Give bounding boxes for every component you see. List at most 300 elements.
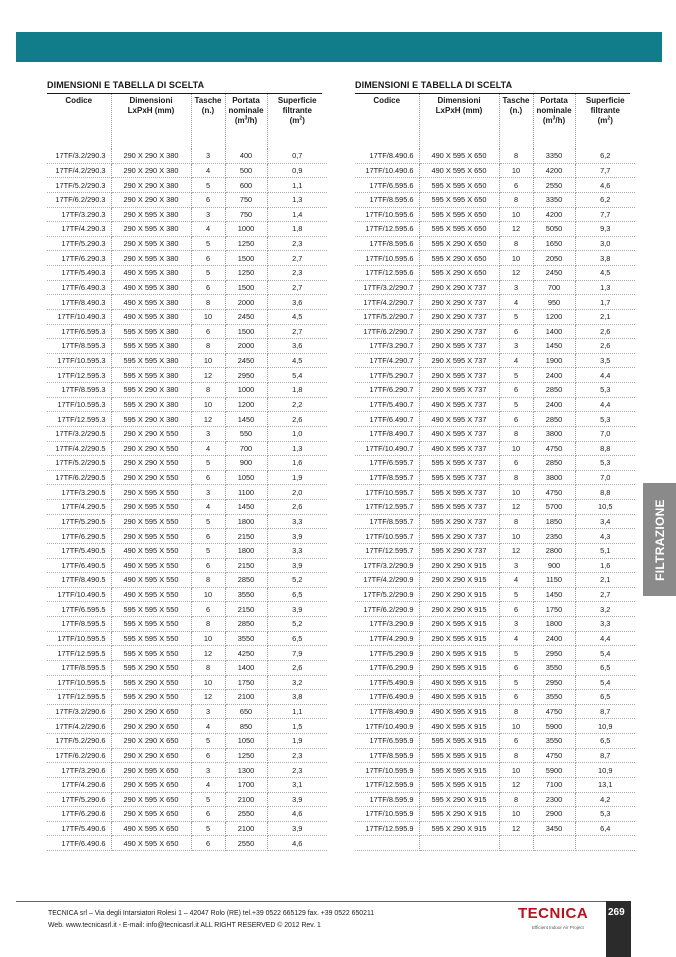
cell-pockets: 5	[191, 178, 225, 193]
cell-nominal-flow: 3450	[533, 821, 575, 836]
cell-pockets: 6	[499, 324, 533, 339]
cell-nominal-flow: 2400	[533, 631, 575, 646]
table-row	[355, 470, 635, 485]
cell-code: 17TF/10.490.5	[47, 587, 111, 602]
cell-nominal-flow: 2000	[225, 295, 267, 310]
cell-nominal-flow: 1200	[533, 309, 575, 324]
cell-nominal-flow: 5900	[533, 719, 575, 734]
cell-filter-surface: 3,3	[267, 514, 327, 529]
cell-pockets: 4	[191, 441, 225, 456]
cell-filter-surface: 3,9	[267, 821, 327, 836]
table-row	[47, 558, 327, 573]
cell-code: 17TF/12.595.3	[47, 368, 111, 383]
cell-nominal-flow: 2100	[225, 821, 267, 836]
cell-dimensions: 595 X 595 X 380	[111, 339, 191, 354]
table-row	[47, 295, 327, 310]
cell-code: 17TF/5.290.9	[355, 646, 419, 661]
cell-dimensions: 595 X 595 X 550	[111, 646, 191, 661]
cell-nominal-flow: 600	[225, 178, 267, 193]
cell-pockets: 3	[191, 763, 225, 778]
cell-nominal-flow: 650	[225, 704, 267, 719]
cell-filter-surface: 2,6	[267, 660, 327, 675]
cell-nominal-flow: 2800	[533, 543, 575, 558]
cell-code: 17TF/12.595.7	[355, 500, 419, 515]
cell-code: 17TF/12.595.9	[355, 821, 419, 836]
table-row	[355, 324, 635, 339]
table-row	[355, 836, 635, 851]
header-pockets: Tasche (n.)	[499, 94, 533, 149]
cell-filter-surface: 1,3	[575, 280, 635, 295]
cell-nominal-flow: 2850	[533, 412, 575, 427]
cell-dimensions: 490 X 595 X 650	[111, 821, 191, 836]
cell-nominal-flow: 2350	[533, 529, 575, 544]
cell-nominal-flow: 2850	[225, 573, 267, 588]
cell-dimensions: 490 X 595 X 915	[419, 704, 499, 719]
cell-dimensions: 490 X 595 X 650	[419, 149, 499, 163]
cell-nominal-flow: 850	[225, 719, 267, 734]
cell-code: 17TF/10.595.3	[47, 353, 111, 368]
cell-pockets: 6	[191, 470, 225, 485]
cell-filter-surface: 3,2	[575, 602, 635, 617]
cell-pockets	[499, 836, 533, 851]
cell-pockets: 6	[191, 836, 225, 851]
cell-pockets: 12	[499, 500, 533, 515]
selection-table-section-left	[47, 80, 327, 851]
cell-pockets: 12	[191, 412, 225, 427]
cell-pockets: 6	[191, 324, 225, 339]
cell-nominal-flow: 2450	[533, 266, 575, 281]
table-row	[47, 397, 327, 412]
cell-filter-surface: 2,1	[575, 573, 635, 588]
footer-contacts: Web. www.tecnicasrl.it - E-mail: info@tecnicasrl.it ALL RIGHT RESERVED © 2012 Rev. 1	[48, 922, 321, 929]
table-row	[355, 704, 635, 719]
header-nominal-flow: Portata nominale $(m^3/h)$	[225, 94, 267, 149]
cell-dimensions: 595 X 290 X 650	[419, 236, 499, 251]
cell-pockets: 8	[499, 192, 533, 207]
cell-filter-surface: 2,7	[267, 324, 327, 339]
cell-code: 17TF/5.490.6	[47, 821, 111, 836]
cell-dimensions: 490 X 595 X 650	[111, 836, 191, 851]
table-row	[355, 426, 635, 441]
table-row	[47, 660, 327, 675]
cell-dimensions: 490 X 595 X 650	[419, 163, 499, 178]
cell-nominal-flow: 1500	[225, 251, 267, 266]
cell-filter-surface: 1,9	[267, 470, 327, 485]
cell-code: 17TF/6.595.6	[355, 178, 419, 193]
cell-nominal-flow: 1900	[533, 353, 575, 368]
header-filter-surface: Superficie filtrante $(m^2)$	[277, 96, 317, 125]
cell-pockets: 10	[191, 309, 225, 324]
table-row	[355, 631, 635, 646]
cell-pockets: 4	[191, 222, 225, 237]
cell-dimensions: 290 X 595 X 915	[419, 660, 499, 675]
cell-filter-surface: 4,3	[575, 529, 635, 544]
cell-code: 17TF/5.2/290.9	[355, 587, 419, 602]
cell-filter-surface: 2,7	[267, 251, 327, 266]
cell-dimensions: 595 X 290 X 550	[111, 690, 191, 705]
cell-filter-surface: 1,1	[267, 704, 327, 719]
cell-filter-surface: 5,2	[267, 573, 327, 588]
cell-filter-surface: 1,8	[267, 383, 327, 398]
table-row	[47, 792, 327, 807]
table-row	[47, 149, 327, 163]
cell-filter-surface: 3,9	[267, 792, 327, 807]
cell-filter-surface: 4,4	[575, 368, 635, 383]
cell-nominal-flow: 5900	[533, 763, 575, 778]
cell-pockets: 4	[191, 777, 225, 792]
cell-dimensions: 595 X 290 X 915	[419, 807, 499, 822]
cell-nominal-flow: 1800	[225, 543, 267, 558]
cell-filter-surface: 6,5	[575, 660, 635, 675]
table-row	[355, 748, 635, 763]
cell-dimensions: 290 X 290 X 380	[111, 149, 191, 163]
cell-nominal-flow: 4750	[533, 441, 575, 456]
cell-pockets: 10	[499, 251, 533, 266]
cell-filter-surface: 1,7	[575, 295, 635, 310]
table-row	[355, 792, 635, 807]
cell-dimensions: 290 X 290 X 737	[419, 280, 499, 295]
cell-pockets: 5	[499, 309, 533, 324]
cell-filter-surface: 6,5	[575, 690, 635, 705]
cell-code: 17TF/10.595.7	[355, 485, 419, 500]
cell-pockets: 6	[499, 660, 533, 675]
cell-code: 17TF/12.595.6	[355, 222, 419, 237]
cell-pockets: 10	[499, 763, 533, 778]
cell-code: 17TF/6.290.9	[355, 660, 419, 675]
cell-filter-surface: 7,9	[267, 646, 327, 661]
cell-pockets: 6	[499, 178, 533, 193]
cell-pockets: 8	[499, 748, 533, 763]
cell-nominal-flow: 7100	[533, 777, 575, 792]
cell-dimensions: 595 X 595 X 650	[419, 192, 499, 207]
cell-code: 17TF/6.595.3	[47, 324, 111, 339]
cell-dimensions: 595 X 595 X 737	[419, 500, 499, 515]
cell-code: 17TF/10.595.6	[355, 207, 419, 222]
cell-dimensions: 290 X 290 X 550	[111, 470, 191, 485]
cell-code: 17TF/8.595.7	[355, 514, 419, 529]
cell-code: 17TF/6.2/290.9	[355, 602, 419, 617]
cell-dimensions: 595 X 595 X 550	[111, 617, 191, 632]
cell-pockets: 8	[191, 383, 225, 398]
cell-code: 17TF/3.2/290.5	[47, 426, 111, 441]
cell-pockets: 12	[499, 266, 533, 281]
selection-table	[47, 94, 327, 851]
cell-code: 17TF/3.2/290.9	[355, 558, 419, 573]
cell-filter-surface: 3,5	[575, 353, 635, 368]
cell-dimensions: 290 X 290 X 380	[111, 163, 191, 178]
cell-filter-surface: 2,3	[267, 266, 327, 281]
cell-code: 17TF/6.490.7	[355, 412, 419, 427]
cell-filter-surface: 1,6	[575, 558, 635, 573]
cell-code: 17TF/4.2/290.5	[47, 441, 111, 456]
cell-filter-surface: 9,3	[575, 222, 635, 237]
cell-dimensions: 595 X 595 X 915	[419, 777, 499, 792]
table-row	[355, 763, 635, 778]
cell-pockets: 12	[191, 690, 225, 705]
cell-code: 17TF/4.2/290.7	[355, 295, 419, 310]
cell-nominal-flow: 3550	[533, 690, 575, 705]
cell-nominal-flow: 1800	[533, 617, 575, 632]
table-row	[355, 500, 635, 515]
cell-pockets: 4	[499, 353, 533, 368]
cell-nominal-flow: 2850	[533, 456, 575, 471]
cell-filter-surface: 4,6	[575, 178, 635, 193]
table-row	[355, 383, 635, 398]
cell-dimensions: 290 X 290 X 915	[419, 587, 499, 602]
cell-code: 17TF/3.290.5	[47, 485, 111, 500]
cell-filter-surface: 2,7	[575, 587, 635, 602]
footer-divider	[16, 901, 606, 902]
cell-dimensions: 595 X 595 X 737	[419, 485, 499, 500]
cell-dimensions: 290 X 290 X 650	[111, 748, 191, 763]
table-row	[355, 573, 635, 588]
cell-dimensions: 290 X 595 X 380	[111, 251, 191, 266]
selection-table	[355, 94, 635, 851]
cell-dimensions: 290 X 290 X 650	[111, 704, 191, 719]
table-row	[47, 514, 327, 529]
cell-dimensions: 290 X 595 X 737	[419, 353, 499, 368]
cell-filter-surface: 1,3	[267, 192, 327, 207]
header-pockets: Tasche (n.)	[191, 94, 225, 149]
cell-pockets: 10	[191, 353, 225, 368]
table-row	[47, 734, 327, 749]
table-row	[47, 587, 327, 602]
cell-dimensions: 490 X 595 X 380	[111, 309, 191, 324]
cell-nominal-flow: 4200	[533, 163, 575, 178]
cell-filter-surface: 3,8	[575, 251, 635, 266]
cell-pockets: 4	[191, 163, 225, 178]
cell-dimensions: 595 X 290 X 380	[111, 397, 191, 412]
cell-dimensions: 290 X 290 X 550	[111, 426, 191, 441]
header-code: Codice	[47, 94, 111, 149]
cell-code: 17TF/10.595.5	[47, 631, 111, 646]
table-row	[355, 353, 635, 368]
cell-pockets: 6	[191, 280, 225, 295]
cell-code: 17TF/6.290.7	[355, 383, 419, 398]
cell-nominal-flow: 1300	[225, 763, 267, 778]
cell-code: 17TF/4.290.3	[47, 222, 111, 237]
selection-table-section-right	[355, 80, 635, 851]
cell-filter-surface: 3,4	[575, 514, 635, 529]
cell-pockets: 5	[191, 821, 225, 836]
cell-pockets: 3	[191, 704, 225, 719]
cell-dimensions: 595 X 595 X 380	[111, 324, 191, 339]
cell-nominal-flow: 2100	[225, 792, 267, 807]
table-row	[47, 222, 327, 237]
cell-pockets: 5	[191, 266, 225, 281]
cell-code: 17TF/10.490.3	[47, 309, 111, 324]
cell-pockets: 5	[499, 587, 533, 602]
cell-code: 17TF/6.2/290.5	[47, 470, 111, 485]
cell-dimensions: 290 X 595 X 737	[419, 339, 499, 354]
table-row	[47, 383, 327, 398]
cell-filter-surface: 7,7	[575, 163, 635, 178]
table-row	[47, 353, 327, 368]
cell-code: 17TF/3.290.3	[47, 207, 111, 222]
cell-code: 17TF/4.290.9	[355, 631, 419, 646]
table-row	[355, 236, 635, 251]
cell-dimensions: 490 X 595 X 737	[419, 397, 499, 412]
cell-code: 17TF/6.2/290.7	[355, 324, 419, 339]
table-row	[355, 587, 635, 602]
cell-pockets: 6	[191, 558, 225, 573]
cell-dimensions: 290 X 595 X 650	[111, 792, 191, 807]
cell-pockets: 12	[499, 821, 533, 836]
cell-filter-surface: 10,5	[575, 500, 635, 515]
table-row	[47, 266, 327, 281]
table-row	[355, 339, 635, 354]
table-row	[47, 690, 327, 705]
cell-nominal-flow: 1850	[533, 514, 575, 529]
cell-nominal-flow: 1450	[533, 587, 575, 602]
cell-pockets: 10	[499, 163, 533, 178]
cell-nominal-flow: 500	[225, 163, 267, 178]
cell-nominal-flow: 1400	[533, 324, 575, 339]
cell-code: 17TF/10.490.7	[355, 441, 419, 456]
table-row	[47, 339, 327, 354]
cell-nominal-flow: 1450	[225, 412, 267, 427]
cell-filter-surface: 4,4	[575, 397, 635, 412]
cell-filter-surface: 4,6	[267, 836, 327, 851]
cell-dimensions: 595 X 595 X 915	[419, 748, 499, 763]
cell-code: 17TF/5.490.3	[47, 266, 111, 281]
cell-nominal-flow: 700	[533, 280, 575, 295]
cell-pockets: 8	[191, 617, 225, 632]
cell-dimensions: 290 X 595 X 550	[111, 529, 191, 544]
cell-filter-surface: 2,2	[267, 397, 327, 412]
table-row	[47, 236, 327, 251]
cell-filter-surface: 2,1	[575, 309, 635, 324]
cell-dimensions: 595 X 290 X 550	[111, 675, 191, 690]
cell-nominal-flow: 1500	[225, 280, 267, 295]
cell-code: 17TF/8.595.3	[47, 383, 111, 398]
cell-code: 17TF/5.490.7	[355, 397, 419, 412]
cell-nominal-flow: 1150	[533, 573, 575, 588]
table-row	[47, 748, 327, 763]
cell-filter-surface: 3,1	[267, 777, 327, 792]
cell-filter-surface: 6,5	[575, 734, 635, 749]
cell-pockets: 5	[191, 734, 225, 749]
cell-nominal-flow: 5700	[533, 500, 575, 515]
cell-code: 17TF/12.595.3	[47, 412, 111, 427]
cell-dimensions: 290 X 290 X 550	[111, 441, 191, 456]
cell-nominal-flow: 750	[225, 207, 267, 222]
table-body	[47, 149, 327, 851]
cell-filter-surface: 1,5	[267, 719, 327, 734]
cell-dimensions: 490 X 595 X 380	[111, 280, 191, 295]
cell-nominal-flow: 3550	[533, 734, 575, 749]
table-row	[355, 734, 635, 749]
cell-pockets: 8	[499, 792, 533, 807]
cell-filter-surface: 1,8	[267, 222, 327, 237]
cell-code: 17TF/6.490.5	[47, 558, 111, 573]
cell-nominal-flow: 2150	[225, 558, 267, 573]
cell-pockets: 12	[499, 777, 533, 792]
cell-code: 17TF/10.490.6	[355, 163, 419, 178]
cell-code: 17TF/3.2/290.7	[355, 280, 419, 295]
cell-code: 17TF/3.290.6	[47, 763, 111, 778]
cell-filter-surface: 4,6	[267, 807, 327, 822]
section-title: DIMENSIONI E TABELLA DI SCELTA	[355, 80, 513, 90]
cell-pockets: 6	[499, 602, 533, 617]
cell-filter-surface: 10,9	[575, 763, 635, 778]
cell-nominal-flow: 2300	[533, 792, 575, 807]
cell-nominal-flow: 1500	[225, 324, 267, 339]
cell-nominal-flow: 1750	[533, 602, 575, 617]
cell-pockets: 5	[499, 397, 533, 412]
cell-nominal-flow: 3550	[225, 587, 267, 602]
cell-filter-surface: 5,2	[267, 617, 327, 632]
cell-nominal-flow: 900	[533, 558, 575, 573]
table-row	[355, 690, 635, 705]
table-row	[355, 617, 635, 632]
header-nominal-flow: Portata nominale $(m^3/h)$	[533, 94, 575, 149]
cell-nominal-flow: 400	[225, 149, 267, 163]
cell-nominal-flow: 3550	[225, 631, 267, 646]
table-row	[47, 807, 327, 822]
table-row	[47, 280, 327, 295]
cell-code: 17TF/4.2/290.6	[47, 719, 111, 734]
cell-pockets: 6	[499, 456, 533, 471]
cell-filter-surface: 0,9	[267, 163, 327, 178]
cell-code: 17TF/5.290.3	[47, 236, 111, 251]
cell-filter-surface: 7,7	[575, 207, 635, 222]
cell-nominal-flow: 1700	[225, 777, 267, 792]
cell-code: 17TF/6.595.9	[355, 734, 419, 749]
cell-pockets: 8	[191, 573, 225, 588]
cell-nominal-flow: 1250	[225, 748, 267, 763]
cell-pockets: 6	[191, 192, 225, 207]
cell-dimensions: 490 X 595 X 550	[111, 558, 191, 573]
cell-nominal-flow: 1800	[225, 514, 267, 529]
cell-code: 17TF/8.490.9	[355, 704, 419, 719]
cell-nominal-flow: 2850	[225, 617, 267, 632]
table-row	[47, 617, 327, 632]
cell-nominal-flow: 2400	[533, 368, 575, 383]
cell-nominal-flow: 2000	[225, 339, 267, 354]
table-row	[47, 412, 327, 427]
section-title: DIMENSIONI E TABELLA DI SCELTA	[47, 80, 205, 90]
cell-nominal-flow: 2100	[225, 690, 267, 705]
cell-code: 17TF/4.2/290.3	[47, 163, 111, 178]
cell-pockets: 3	[499, 617, 533, 632]
cell-pockets: 6	[499, 690, 533, 705]
cell-filter-surface: 6,4	[575, 821, 635, 836]
cell-filter-surface: 3,2	[267, 675, 327, 690]
logo-tagline: Efficient Indoor Air Project	[532, 925, 584, 930]
cell-code: 17TF/12.595.5	[47, 646, 111, 661]
cell-dimensions: 290 X 290 X 380	[111, 192, 191, 207]
cell-pockets: 10	[499, 207, 533, 222]
cell-code: 17TF/6.595.7	[355, 456, 419, 471]
cell-filter-surface: 5,4	[575, 675, 635, 690]
header-color-bar	[16, 32, 662, 62]
cell-dimensions: 595 X 595 X 650	[419, 222, 499, 237]
cell-code: 17TF/4.2/290.9	[355, 573, 419, 588]
cell-filter-surface: 1,6	[267, 456, 327, 471]
cell-dimensions: 490 X 595 X 550	[111, 543, 191, 558]
cell-pockets: 6	[499, 383, 533, 398]
cell-dimensions: 290 X 595 X 380	[111, 207, 191, 222]
table-row	[47, 704, 327, 719]
cell-code: 17TF/6.490.3	[47, 280, 111, 295]
cell-pockets: 5	[499, 675, 533, 690]
cell-dimensions: 290 X 595 X 650	[111, 763, 191, 778]
cell-filter-surface: 3,9	[267, 558, 327, 573]
table-row	[355, 266, 635, 281]
cell-dimensions: 290 X 290 X 550	[111, 456, 191, 471]
cell-pockets: 6	[191, 748, 225, 763]
